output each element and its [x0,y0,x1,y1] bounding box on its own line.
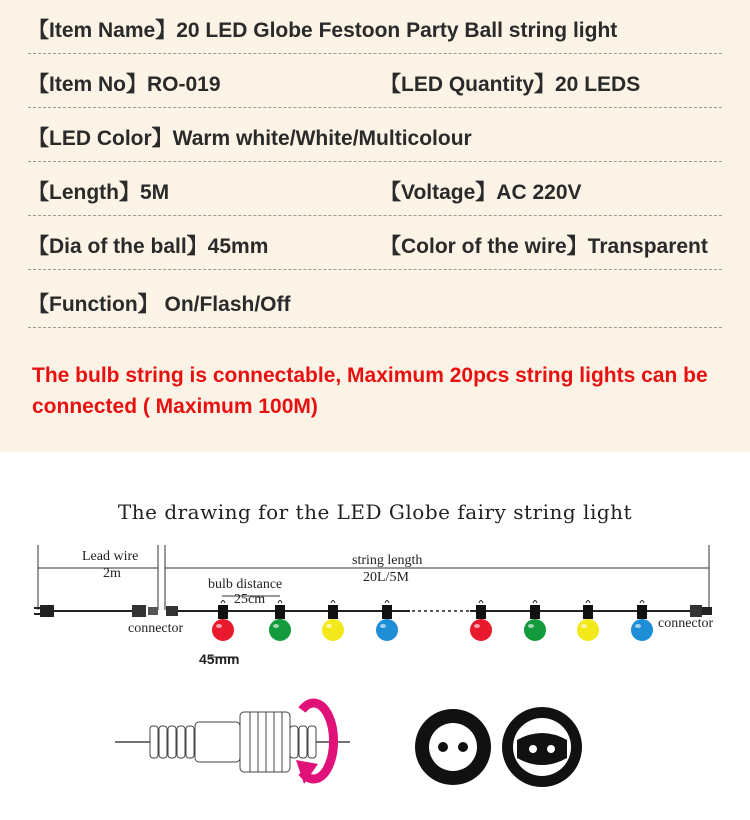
bulb [376,601,398,642]
wire-color: 【Color of the wire】Transparent [380,235,708,258]
socket-front-icon [415,709,491,785]
led-color: 【LED Color】Warm white/White/Multicolour [28,127,472,150]
diagram-title: The drawing for the LED Globe fairy string light [117,500,633,524]
bulbs [212,601,653,642]
function: 【Function】 On/Flash/Off [28,293,291,316]
bulb [577,601,599,642]
bulb [524,601,546,642]
lead-wire-label: Lead wire [82,549,139,564]
bulb [631,601,653,642]
led-quantity: 【LED Quantity】20 LEDS [380,73,641,96]
connectable-notice: The bulb string is connectable, Maximum 20pcs string lights can be connected ( Maximum 100M) [32,364,708,418]
ball-diameter-label: 45mm [199,651,240,667]
lead-wire-length: 2m [103,566,121,581]
voltage: 【Voltage】AC 220V [380,181,582,204]
waterproof-connector-illustration [115,712,350,772]
bulb-distance-value: 25cm [234,592,266,607]
socket-side-icon [502,707,582,787]
string-length-label: string length [352,553,423,568]
bulb [212,601,234,642]
connector-left-label: connector [128,621,184,636]
bulb [470,601,492,642]
ball-diameter: 【Dia of the ball】45mm [28,235,269,258]
connector-right-label: connector [658,616,714,631]
connector-left-icon [132,605,178,617]
length: 【Length】5M [28,181,170,204]
plug-icon [34,605,54,617]
item-name: 【Item Name】20 LED Globe Festoon Party Ball string light [28,19,618,42]
string-length-value: 20L/5M [363,570,409,585]
item-no: 【Item No】RO-019 [28,73,221,96]
bulb [269,601,291,642]
bulb [322,601,344,642]
bulb-distance-label: bulb distance [208,577,283,592]
